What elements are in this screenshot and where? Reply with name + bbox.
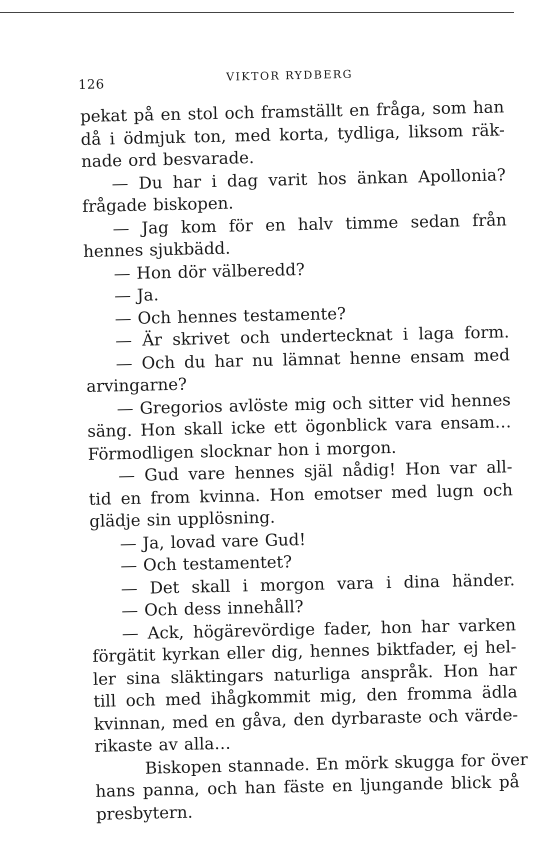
page-number: 126 <box>78 77 105 93</box>
text-line: — Och dess innehåll? <box>121 597 304 621</box>
text-line: — Är skrivet och undertecknat i laga form. <box>115 322 510 351</box>
text-line: glädje sin upplösning. <box>89 507 276 531</box>
text-line: rikaste av alla… <box>94 733 231 756</box>
text-line: då i ödmjuk ton, med korta, tydliga, liksom räk- <box>80 119 505 149</box>
text-line: — Ja. <box>114 285 159 306</box>
text-line: till och med ihågkommit mig, den fromma ädla <box>93 682 518 711</box>
text-line: — Det skall i morgon vara i dina händer. <box>120 569 516 598</box>
text-line: förgätit kyrkan eller dig, hennes biktfader, ej hel- <box>92 637 517 666</box>
text-line: — Och du har nu lämnat henne ensam med <box>115 344 510 373</box>
text-line: — Du har i dag varit hos änkan Apollonia? <box>111 164 506 193</box>
text-line: arvingarne? <box>86 374 188 396</box>
text-line: Biskopen stannade. En mörk skugga for över <box>144 749 529 778</box>
text-line: hans panna, och han fäste en ljungande blick på <box>95 772 520 801</box>
text-line: kvinnan, med en gåva, den dyrbaraste och värde- <box>93 704 519 734</box>
text-line: — Jag kom för en halv timme sedan från <box>112 209 507 238</box>
text-line: — Hon dör välberedd? <box>113 259 305 283</box>
text-line: — Ja, lovad vare Gud! <box>119 529 307 553</box>
text-line: frågade biskopen. <box>82 193 234 216</box>
text-line: presbytern. <box>95 802 193 824</box>
text-line: tid en from kvinna. Hon emotser med lugn och <box>88 479 514 509</box>
text-line: pekat på en stol och framställt en fråga, som han <box>80 97 505 126</box>
text-line: — Och hennes testamente? <box>114 303 347 328</box>
text-line: säng. Hon skall icke ett ögonblick vara ensam… <box>87 412 512 441</box>
page-header <box>78 62 502 96</box>
top-rule <box>0 12 514 13</box>
text-line: — Ack, högärevördige fader, hon har varken <box>121 614 517 643</box>
text-line: ler sina släktingars naturliga anspråk. Hon har <box>92 659 518 689</box>
text-line: — Gud vare hennes själ nådig! Hon var all- <box>118 457 513 486</box>
text-line: hennes sjukbädd. <box>83 238 231 261</box>
text-line: nade ord besvarade. <box>81 148 255 171</box>
running-head: VIKTOR RYDBERG <box>226 67 354 84</box>
text-line: — Och testamentet? <box>120 552 293 576</box>
text-line: — Gregorios avlöste mig och sitter vid hennes <box>116 389 511 418</box>
text-line: Förmodligen slocknar hon i morgon. <box>87 437 397 464</box>
body-text <box>80 96 529 825</box>
